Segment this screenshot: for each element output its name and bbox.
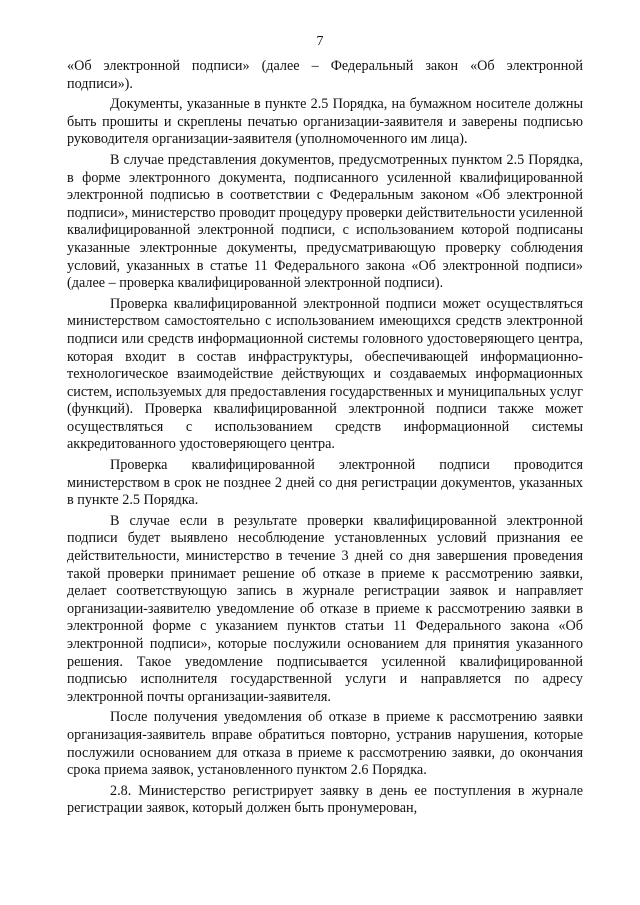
document-body (67, 58, 583, 818)
paragraph: Проверка квалифицированной электронной подписи проводится министерством в срок не позднее 2 дней со дня регистрации документов, указанных в пункте 2.5 Порядка. (67, 457, 583, 509)
page-number: 7 (316, 34, 324, 49)
paragraph: 2.8. Министерство регистрирует заявку в день ее поступления в журнале регистрации заявок, который должен быть пронумерован, (67, 782, 583, 817)
paragraph: В случае если в результате проверки квалифицированной электронной подписи будет выявлено несоблюдение установленных условий признания ее действительности, министерство в течение 3 дней со дня завершения проведения такой проверки принимает решение об отказе в приеме к рассмотрению заявки, делает соответствующую запись в журнале регистрации заявок и направляет организации-заявителю уведомление об отказе в приеме к рассмотрению заявки в электронной форме с указанием пунктов статьи 11 Федерального закона «Об электронной подписи», которые послужили основанием для принятия указанного решения. Такое уведомление подписывается усиленной квалифицированной подписью исполнителя государственной услуги и направляется по адресу электронной почты организации-заявителя. (67, 512, 583, 705)
paragraph: Проверка квалифицированной электронной подписи может осуществляться министерством самостоятельно с использованием имеющихся средств электронной подписи или средств информационной системы головного удостоверяющего центра, которая входит в состав инфраструктуры, обеспечивающей информационно-технологическое взаимодействие действующих и создаваемых информационных систем, используемых для предоставления государственных и муниципальных услуг (функций). Проверка квалифицированной электронной подписи также может осуществляться с использованием средств информационной системы аккредитованного удостоверяющего центра. (67, 295, 583, 453)
paragraph: Документы, указанные в пункте 2.5 Порядка, на бумажном носителе должны быть прошиты и скреплены печатью организации-заявителя и заверены подписью руководителя организации-заявителя (уполномоченного им лица). (67, 96, 583, 148)
paragraph: «Об электронной подписи» (далее – Федеральный закон «Об электронной подписи»). (67, 58, 583, 92)
paragraph: После получения уведомления об отказе в приеме к рассмотрению заявки организация-заявитель вправе обратиться повторно, устранив нарушения, которые послужили основанием для отказа в приеме к рассмотрению заявки, до окончания срока приема заявок, установленного пунктом 2.6 Порядка. (67, 709, 583, 779)
paragraph: В случае представления документов, предусмотренных пунктом 2.5 Порядка, в форме электронного документа, подписанного усиленной квалифицированной электронной подписью в соответствии с Федеральным законом «Об электронной подписи», министерство проводит процедуру проверки действительности усиленной квалифицированной электронной подписи, с использованием которой подписаны указанные электронные документы, предусматривающую проверку соблюдения условий, указанных в статье 11 Федерального закона «Об электронной подписи» (далее – проверка квалифицированной электронной подписи). (67, 151, 583, 292)
